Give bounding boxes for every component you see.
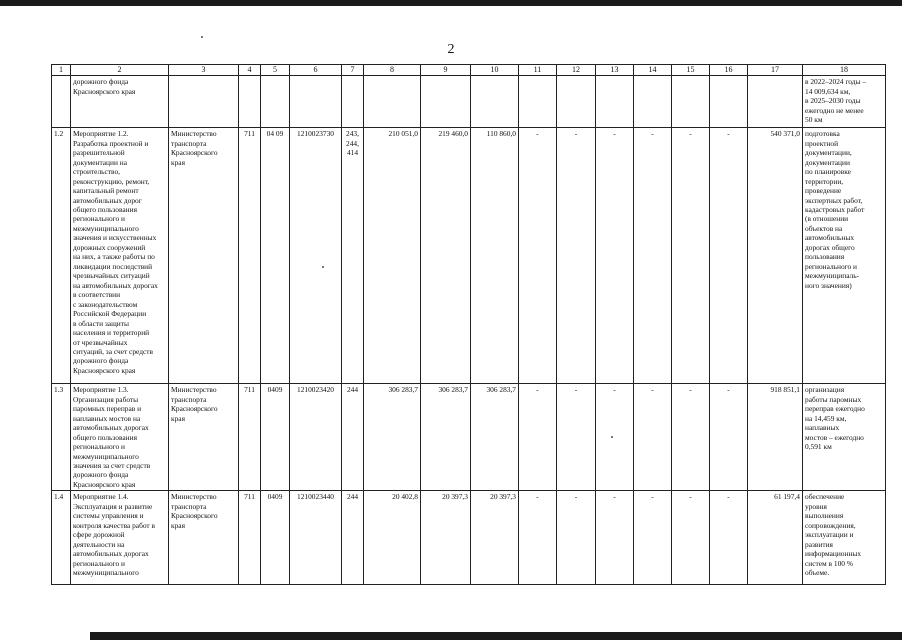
empty-cell-dash: - <box>557 384 596 491</box>
empty-cell-dash: - <box>596 491 634 585</box>
column-number: 17 <box>748 65 803 76</box>
table-row <box>52 491 886 585</box>
column-number: 2 <box>71 65 169 76</box>
rzpr-code: 0409 <box>261 491 290 585</box>
responsible-agency: Министерство транспорта Красноярского края <box>171 385 218 423</box>
amount-year-1: 306 283,7 <box>364 384 421 491</box>
column-number: 8 <box>364 65 421 76</box>
column-number: 3 <box>169 65 239 76</box>
column-number: 11 <box>519 65 557 76</box>
vr-code: 244 <box>346 385 359 395</box>
column-number: 13 <box>596 65 634 76</box>
csr-code: 1210023440 <box>290 491 342 585</box>
amount-total: 61 197,4 <box>748 491 803 585</box>
empty-cell-dash: - <box>672 384 710 491</box>
column-number: 15 <box>672 65 710 76</box>
empty-cell-dash: - <box>557 491 596 585</box>
table-row <box>52 384 886 491</box>
page-number: 2 <box>447 42 455 57</box>
row-number: 1.3 <box>52 384 71 491</box>
column-number: 7 <box>342 65 364 76</box>
expected-result: организация работы паромных переправ ежегодно на 14,459 км, наплавных мостов – ежегодно 0,591 км <box>805 385 865 452</box>
expected-result: в 2022–2024 годы – 14 009,634 км, в 2025–2030 годы ежегодно не менее 50 км <box>805 77 867 125</box>
amount-total: 540 371,0 <box>748 128 803 384</box>
table-row <box>52 128 886 384</box>
activity-name: Мероприятие 1.3. Организация работы паромных переправ и наплавных мостов на автомобильных дорогах общего пользования регионального и межмуниципального значения за счет средств дорожного фонда Красноярского края <box>73 385 151 489</box>
continuation-row <box>52 76 886 128</box>
empty-cell-dash: - <box>634 128 672 384</box>
activity-name: Мероприятие 1.4. Эксплуатация и развитие системы управления и контроля качества работ в сфере дорожной деятельности на автомобильных дорогах регионального и межмуниципального <box>73 492 155 578</box>
column-number: 5 <box>261 65 290 76</box>
empty-cell-dash: - <box>557 128 596 384</box>
column-number: 4 <box>239 65 261 76</box>
empty-cell-dash: - <box>596 128 634 384</box>
amount-year-3: 110 860,0 <box>471 128 519 384</box>
responsible-agency: Министерство транспорта Красноярского края <box>171 129 218 167</box>
column-number: 14 <box>634 65 672 76</box>
amount-year-3: 306 283,7 <box>471 384 519 491</box>
column-number: 1 <box>52 65 71 76</box>
csr-code: 1210023420 <box>290 384 342 491</box>
row-number: 1.2 <box>52 128 71 384</box>
amount-year-2: 219 460,0 <box>421 128 471 384</box>
row-number: 1.4 <box>52 491 71 585</box>
csr-code: 1210023730 <box>290 128 342 384</box>
empty-cell-dash: - <box>634 491 672 585</box>
grbs-code: 711 <box>239 384 261 491</box>
empty-cell-dash: - <box>519 491 557 585</box>
amount-year-2: 20 397,3 <box>421 491 471 585</box>
activity-name: Мероприятие 1.2. Разработка проектной и разрешительной документации на строительство, реконструкцию, ремонт, капитальный ремонт автомобильных дорог общего пользования регионального и межмуниципального значения и искусственных дорожных сооружений на них, а также работы по ликвидации последствий чрезвычайных ситуаций на автомобильных дорогах в соответствии с законодательством Российской Федерации в области защиты населения и территорий от чрезвычайных ситуаций, за счет средств дорожного фонда Красноярского края <box>73 129 158 375</box>
empty-cell-dash: - <box>519 128 557 384</box>
amount-year-2: 306 283,7 <box>421 384 471 491</box>
column-number: 16 <box>710 65 748 76</box>
expected-result: подготовка проектной документации, документации по планировке территории, проведение экспертных работ, кадастровых работ (в отношении объектов на автомобильных дорогах общего пользования регионального и межмуниципаль- ного значения) <box>805 129 865 290</box>
scan-border-bottom <box>90 632 902 640</box>
empty-cell-dash: - <box>710 384 748 491</box>
empty-cell-dash: - <box>519 384 557 491</box>
program-activities-table <box>51 64 886 585</box>
column-number: 12 <box>557 65 596 76</box>
empty-cell-dash: - <box>596 384 634 491</box>
scan-speck <box>201 36 203 38</box>
responsible-agency: Министерство транспорта Красноярского края <box>171 492 218 530</box>
amount-total: 918 851,1 <box>748 384 803 491</box>
vr-code: 243, 244, 414 <box>346 129 359 158</box>
empty-cell-dash: - <box>710 491 748 585</box>
rzpr-code: 04 09 <box>261 128 290 384</box>
scan-border-top <box>0 0 902 6</box>
column-number: 18 <box>803 65 886 76</box>
empty-cell-dash: - <box>710 128 748 384</box>
rzpr-code: 0409 <box>261 384 290 491</box>
column-number-row <box>52 65 886 76</box>
amount-year-3: 20 397,3 <box>471 491 519 585</box>
column-number: 9 <box>421 65 471 76</box>
empty-cell-dash: - <box>672 491 710 585</box>
grbs-code: 711 <box>239 491 261 585</box>
amount-year-1: 20 402,8 <box>364 491 421 585</box>
amount-year-1: 210 051,0 <box>364 128 421 384</box>
vr-code: 244 <box>346 492 359 502</box>
column-number: 10 <box>471 65 519 76</box>
grbs-code: 711 <box>239 128 261 384</box>
activity-name: дорожного фонда Красноярского края <box>73 77 136 96</box>
expected-result: обеспечение уровня выполнения сопровождения, эксплуатации и развития информационных систем в 100 % объеме. <box>805 492 862 578</box>
column-number: 6 <box>290 65 342 76</box>
empty-cell-dash: - <box>634 384 672 491</box>
empty-cell-dash: - <box>672 128 710 384</box>
